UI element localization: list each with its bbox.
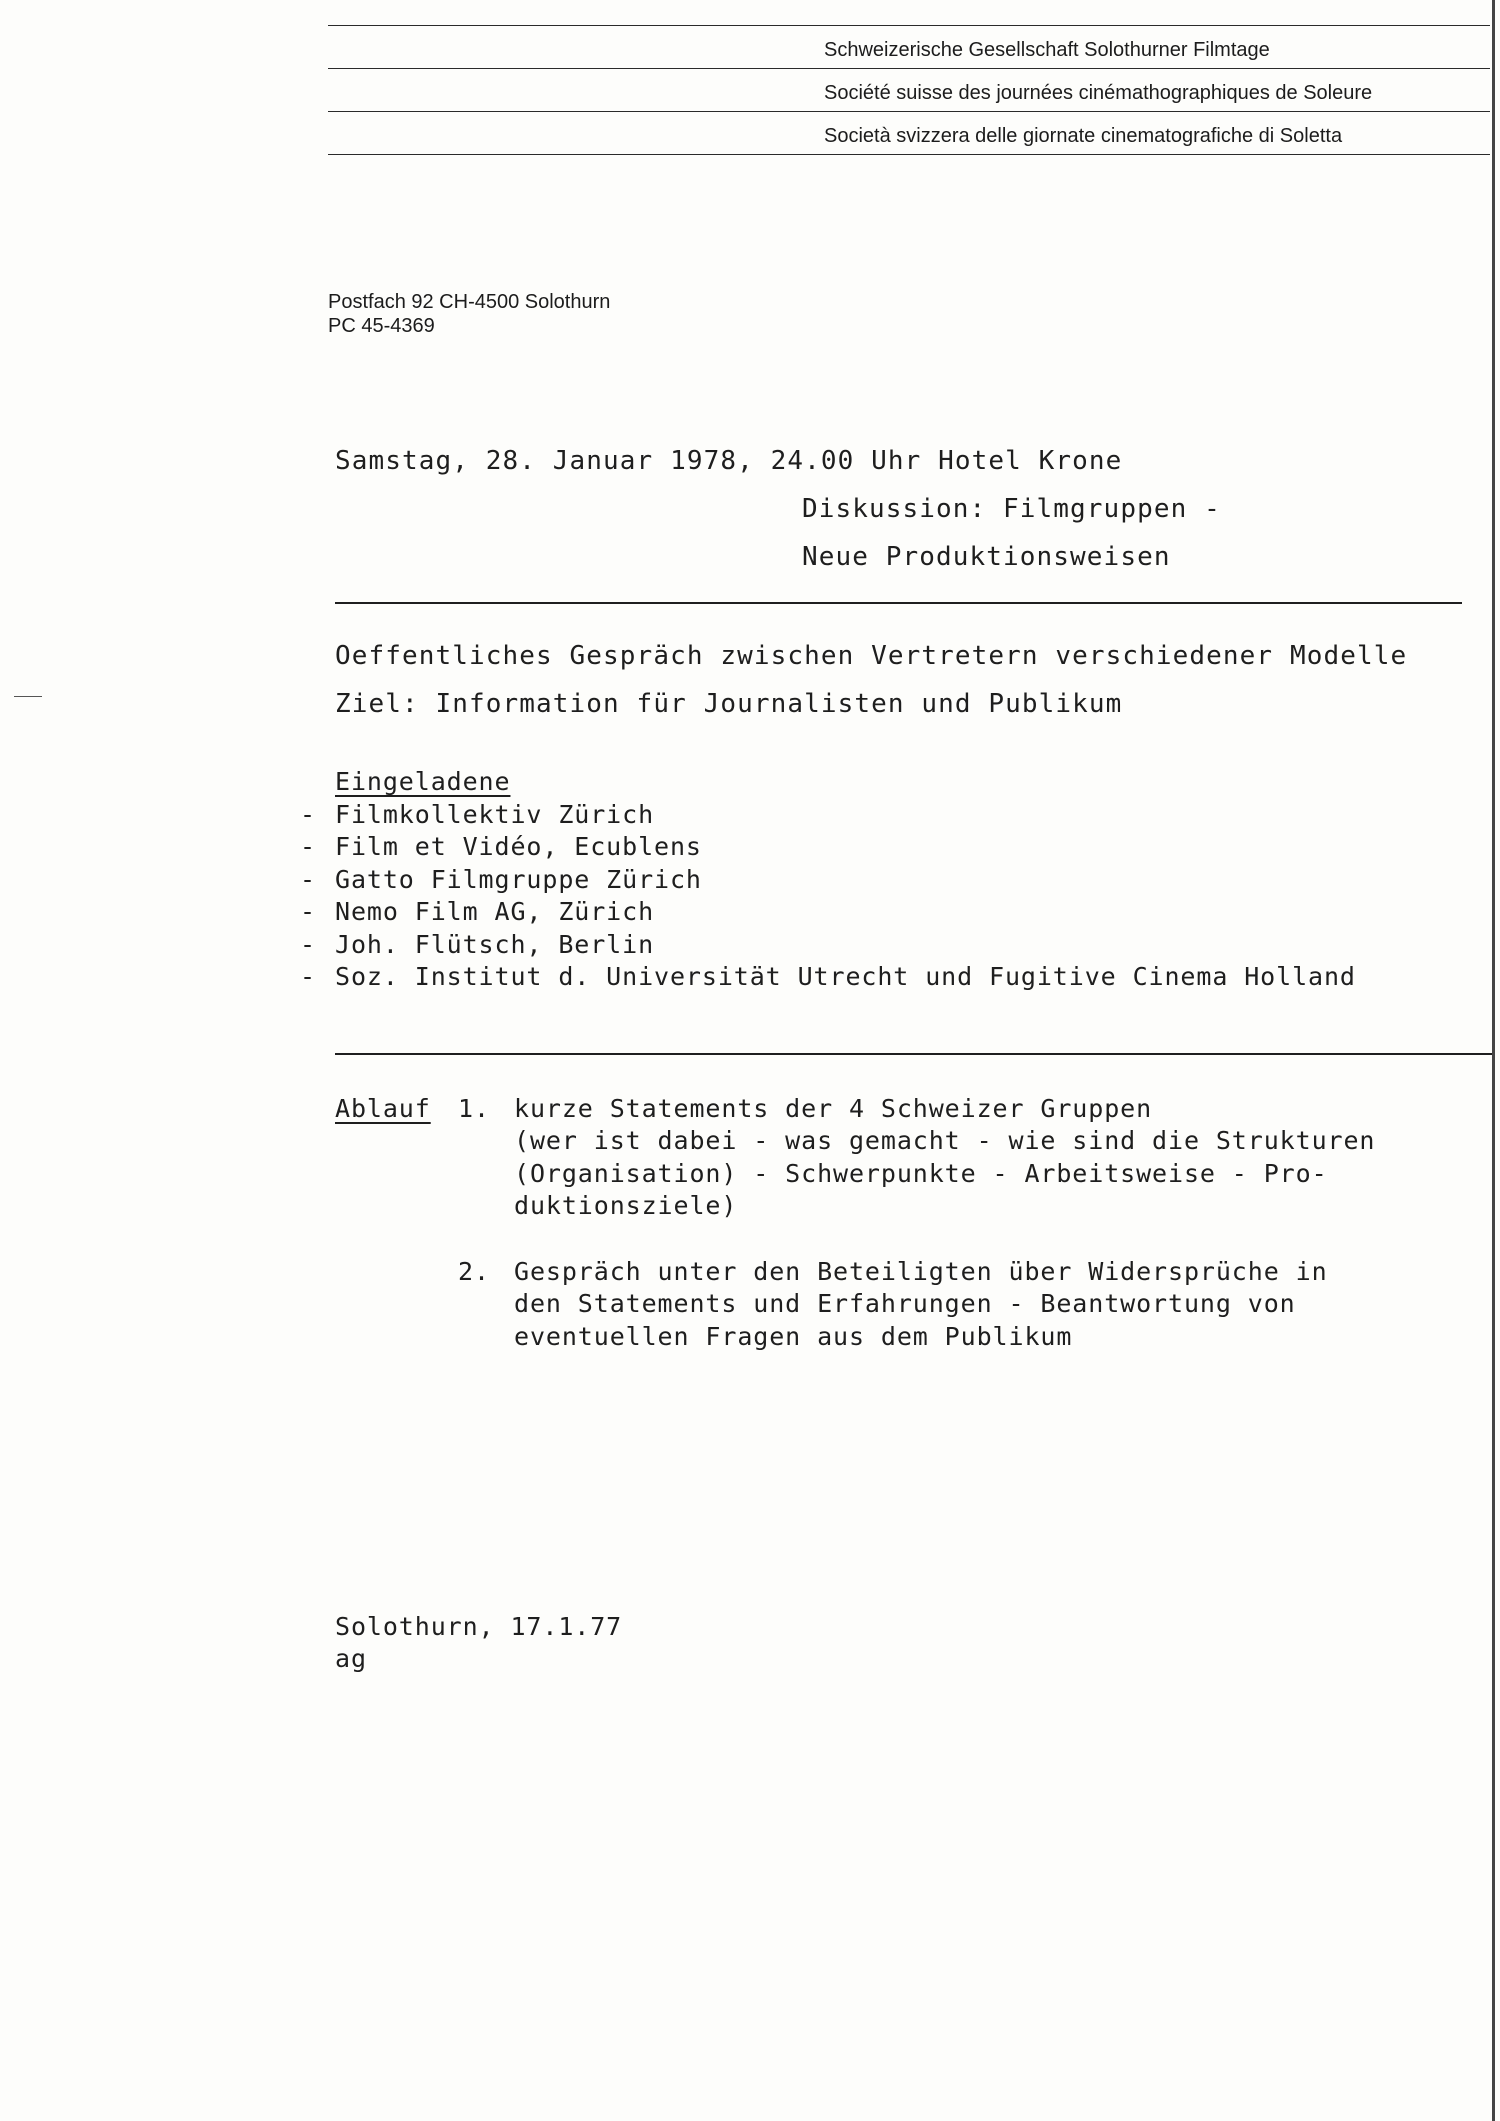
procedure-item-line: kurze Statements der 4 Schweizer Gruppen <box>514 1094 1153 1123</box>
letterhead-rule <box>328 25 1490 26</box>
procedure-item-line: (wer ist dabei - was gemacht - wie sind die Strukturen <box>514 1126 1376 1155</box>
margin-mark <box>14 696 42 697</box>
procedure-item-line: duktionsziele) <box>514 1191 738 1220</box>
footer-initials: ag <box>335 1644 367 1673</box>
procedure-item-line: den Statements und Erfahrungen - Beantwortung von <box>514 1289 1296 1318</box>
list-item: Film et Vidéo, Ecublens <box>335 832 702 861</box>
letterhead-line-it: Società svizzera delle giornate cinematografiche di Soletta <box>824 125 1343 147</box>
list-bullet: - <box>300 800 316 829</box>
event-subtopic: Neue Produktionsweisen <box>802 542 1171 572</box>
procedure-item-number: 1. <box>458 1094 490 1123</box>
list-bullet: - <box>300 962 316 991</box>
section-divider <box>335 602 1462 604</box>
list-bullet: - <box>300 930 316 959</box>
letterhead-rule <box>328 111 1490 112</box>
list-item: Soz. Institut d. Universität Utrecht und Fugitive Cinema Holland <box>335 962 1356 991</box>
list-bullet: - <box>300 832 316 861</box>
letterhead-line-de: Schweizerische Gesellschaft Solothurner Filmtage <box>824 39 1270 61</box>
list-item: Nemo Film AG, Zürich <box>335 897 655 926</box>
procedure-item-line: (Organisation) - Schwerpunkte - Arbeitsweise - Pro- <box>514 1159 1328 1188</box>
list-item: Joh. Flütsch, Berlin <box>335 930 655 959</box>
invited-heading: Eingeladene <box>335 767 511 796</box>
event-date-location: Samstag, 28. Januar 1978, 24.00 Uhr Hotel Krone <box>335 446 1123 476</box>
procedure-item-line: eventuellen Fragen aus dem Publikum <box>514 1322 1073 1351</box>
procedure-item-line: Gespräch unter den Beteiligten über Widersprüche in <box>514 1257 1328 1286</box>
footer-place-date: Solothurn, 17.1.77 <box>335 1612 623 1641</box>
intro-description: Oeffentliches Gespräch zwischen Vertretern verschiedener Modelle <box>335 641 1408 671</box>
event-topic: Diskussion: Filmgruppen - <box>802 494 1221 524</box>
address-postbox: Postfach 92 CH-4500 Solothurn <box>328 291 611 313</box>
page-edge <box>1492 0 1495 2121</box>
list-bullet: - <box>300 897 316 926</box>
procedure-item-number: 2. <box>458 1257 490 1286</box>
procedure-heading: Ablauf <box>335 1094 431 1123</box>
section-divider <box>335 1053 1493 1055</box>
list-item: Gatto Filmgruppe Zürich <box>335 865 702 894</box>
letterhead-rule <box>328 68 1490 69</box>
letterhead-rule <box>328 154 1490 155</box>
address-postal-account: PC 45-4369 <box>328 315 435 337</box>
list-bullet: - <box>300 865 316 894</box>
letterhead-line-fr: Société suisse des journées cinémathographiques de Soleure <box>824 82 1373 104</box>
list-item: Filmkollektiv Zürich <box>335 800 655 829</box>
intro-goal: Ziel: Information für Journalisten und Publikum <box>335 689 1123 719</box>
